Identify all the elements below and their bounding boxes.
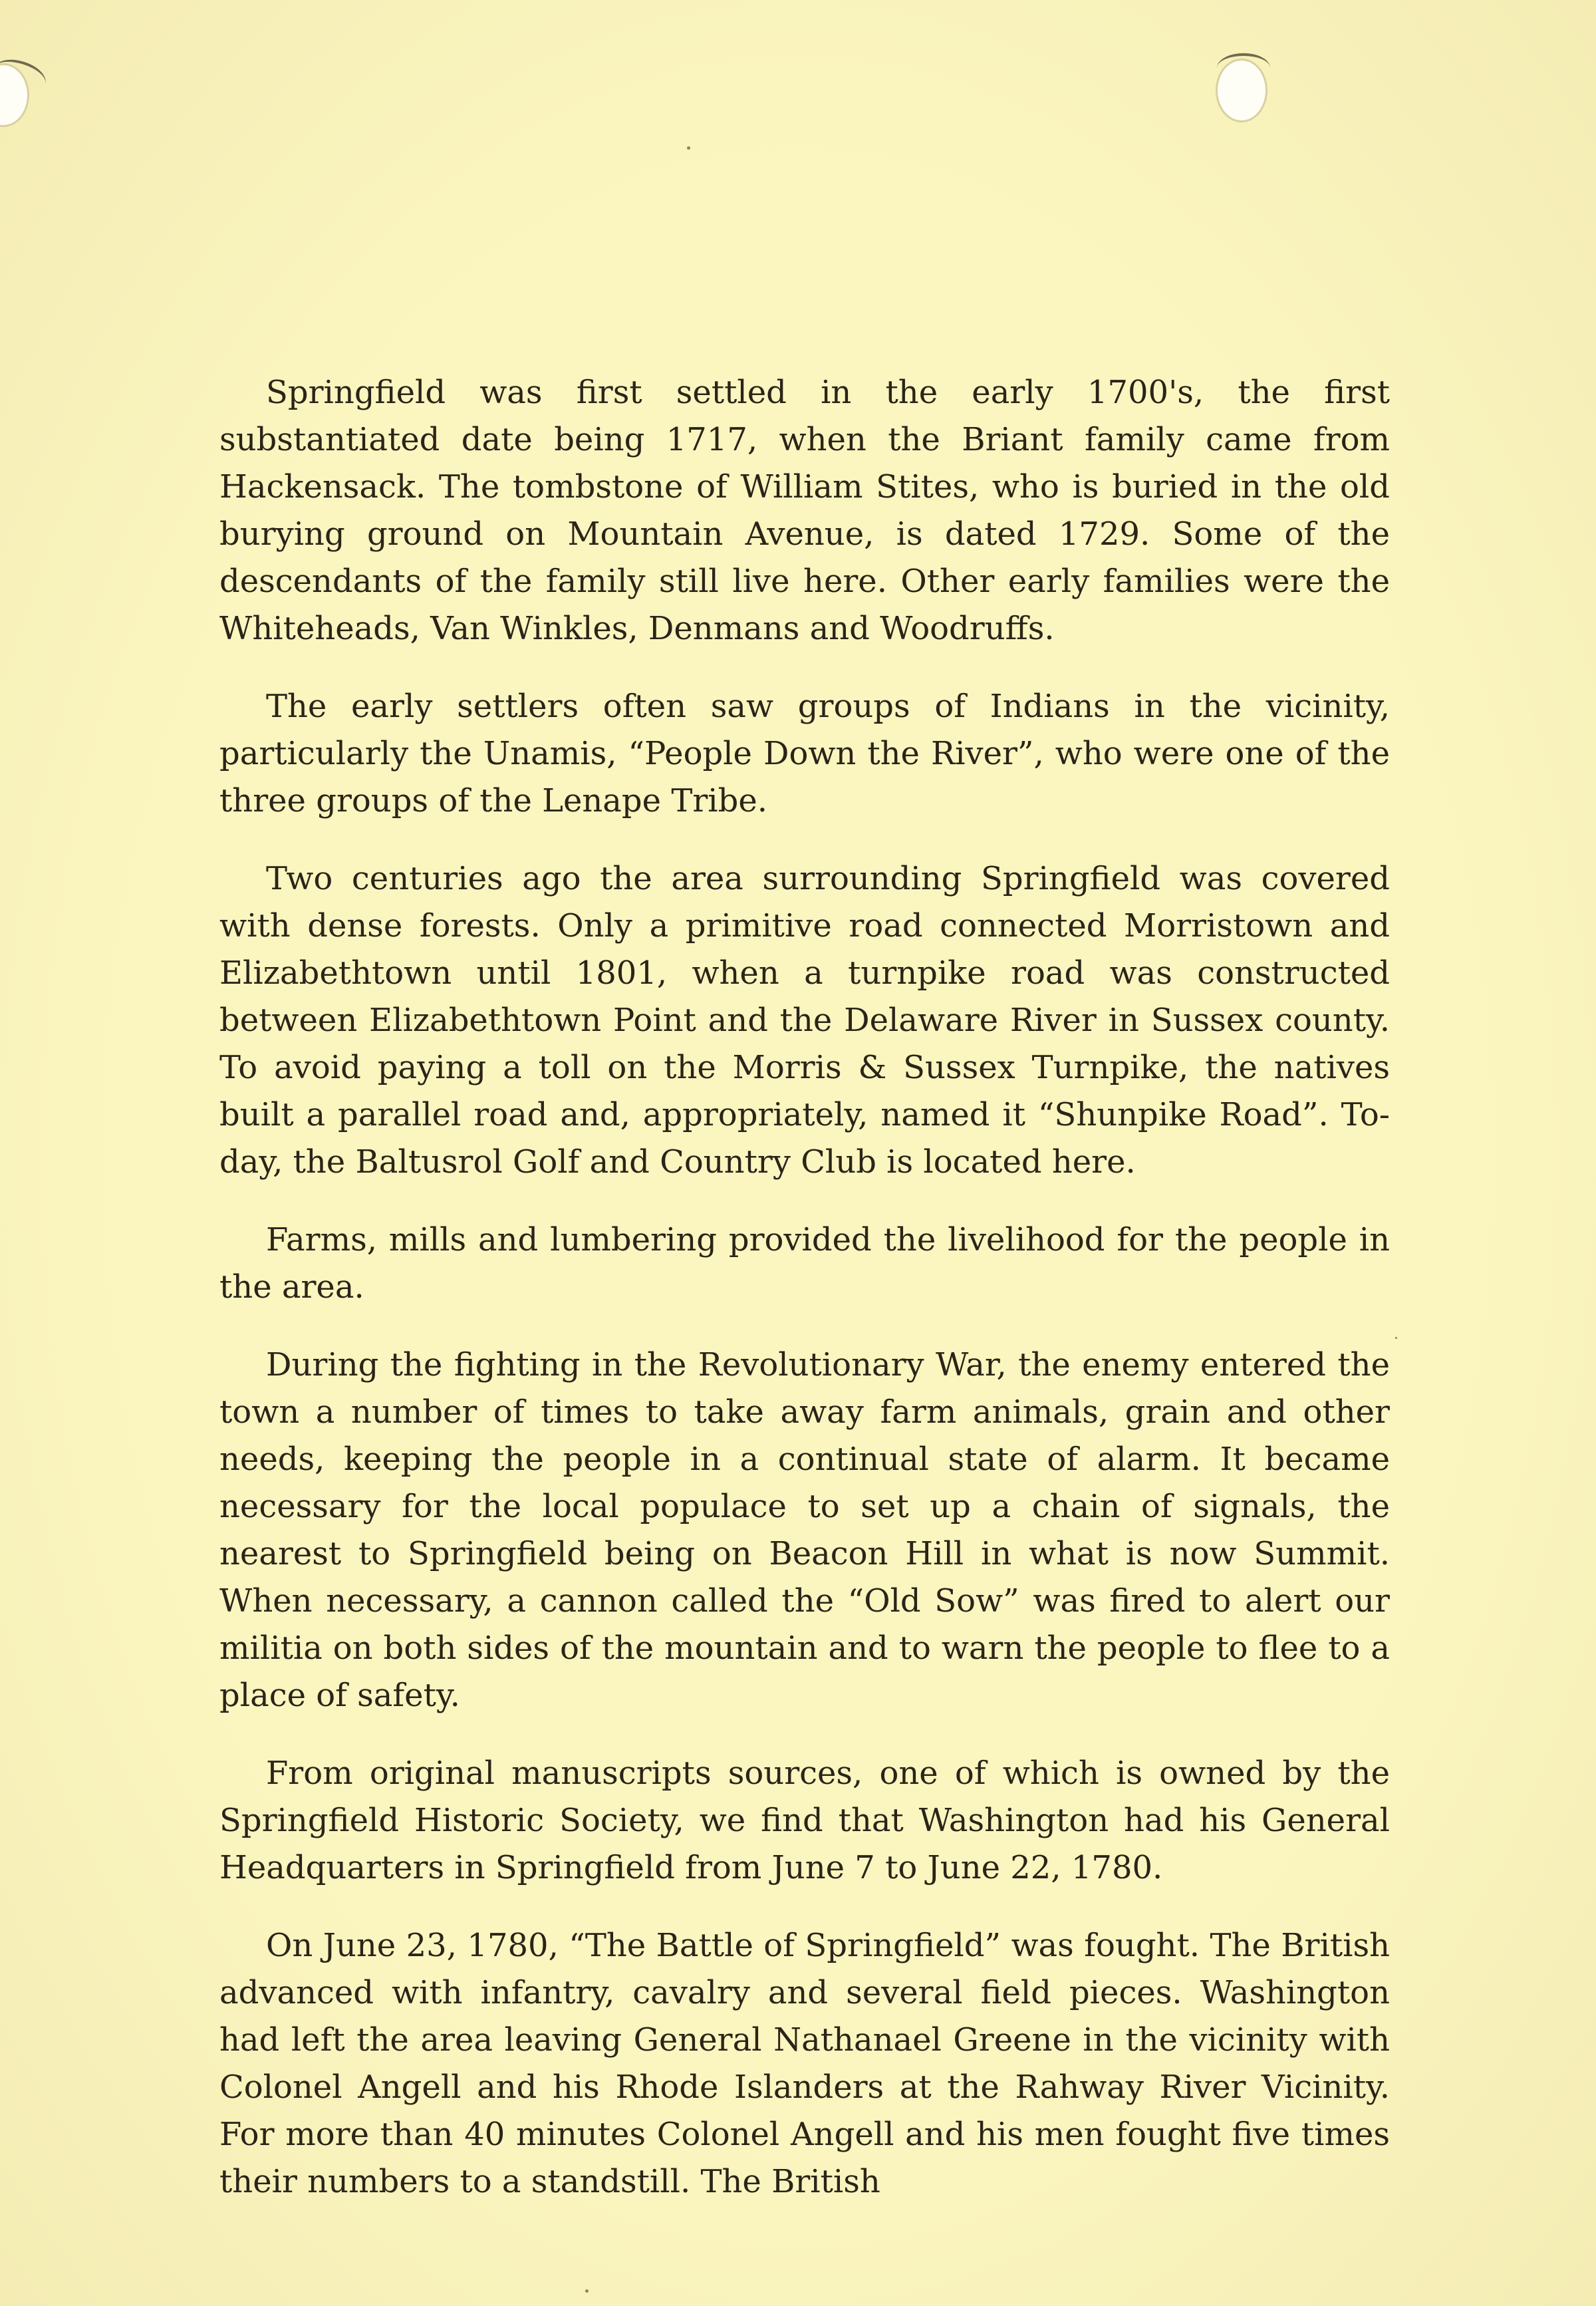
paper-speck bbox=[585, 2289, 589, 2293]
paragraph-livelihood: Farms, mills and lumbering provided the livelihood for the people in the area. bbox=[219, 1221, 1390, 1306]
paragraph-forests-roads: Two centuries ago the area surrounding Springfield was covered with dense forests. Only a primitive road connected Morristown and Elizabethtown until 1801, when a turnpike road was constructed between Elizabethtown Point and the Delaware River in Sussex county. To avoid paying a toll on the Morris & Sussex Turnpike, the natives built a parallel road and, appropriately, named it “Shunpike Road”. To-day, the Baltusrol Golf and Country Club is located here. bbox=[219, 860, 1390, 1181]
paragraph-headquarters: From original manuscripts sources, one of which is owned by the Springfield Historic Society, we find that Washington had his General Headquarters in Springfield from June 7 to June 22, 1780. bbox=[219, 1755, 1390, 1886]
paragraph-indians: The early settlers often saw groups of Indians in the vicinity, particularly the Unamis, “People Down the River”, who were one of the three groups of the Lenape Tribe. bbox=[219, 688, 1390, 819]
body-text bbox=[219, 369, 1390, 2236]
paragraph-battle: On June 23, 1780, “The Battle of Springfield” was fought. The British advanced with infantry, cavalry and several field pieces. Washington had left the area leaving General Nathanael Greene in the vicinity with Colonel Angell and his Rhode Islanders at the Rahway River Vicinity. For more than 40 minutes Colonel Angell and his men fought five times their numbers to a standstill. The British bbox=[219, 1927, 1390, 2200]
paragraph-settlement: Springfield was first settled in the early 1700's, the first substantiated date being 1717, when the Briant family came from Hackensack. The tombstone of William Stites, who is buried in the old burying ground on Mountain Avenue, is dated 1729. Some of the descendants of the family still live here. Other early families were the Whiteheads, Van Winkles, Denmans and Woodruffs. bbox=[219, 374, 1390, 647]
paper-speck bbox=[687, 146, 690, 150]
punch-hole-tear-right bbox=[1217, 53, 1270, 82]
paragraph-revolutionary-war: During the fighting in the Revolutionary War, the enemy entered the town a number of times to take away farm animals, grain and other needs, keeping the people in a continual state of alarm. It became necessary for the local populace to set up a chain of signals, the nearest to Springfield being on Beacon Hill in what is now Summit. When necessary, a cannon called the “Old Sow” was fired to alert our militia on both sides of the mountain and to warn the people to flee to a place of safety. bbox=[219, 1346, 1390, 1714]
paper-speck bbox=[1395, 1337, 1397, 1339]
